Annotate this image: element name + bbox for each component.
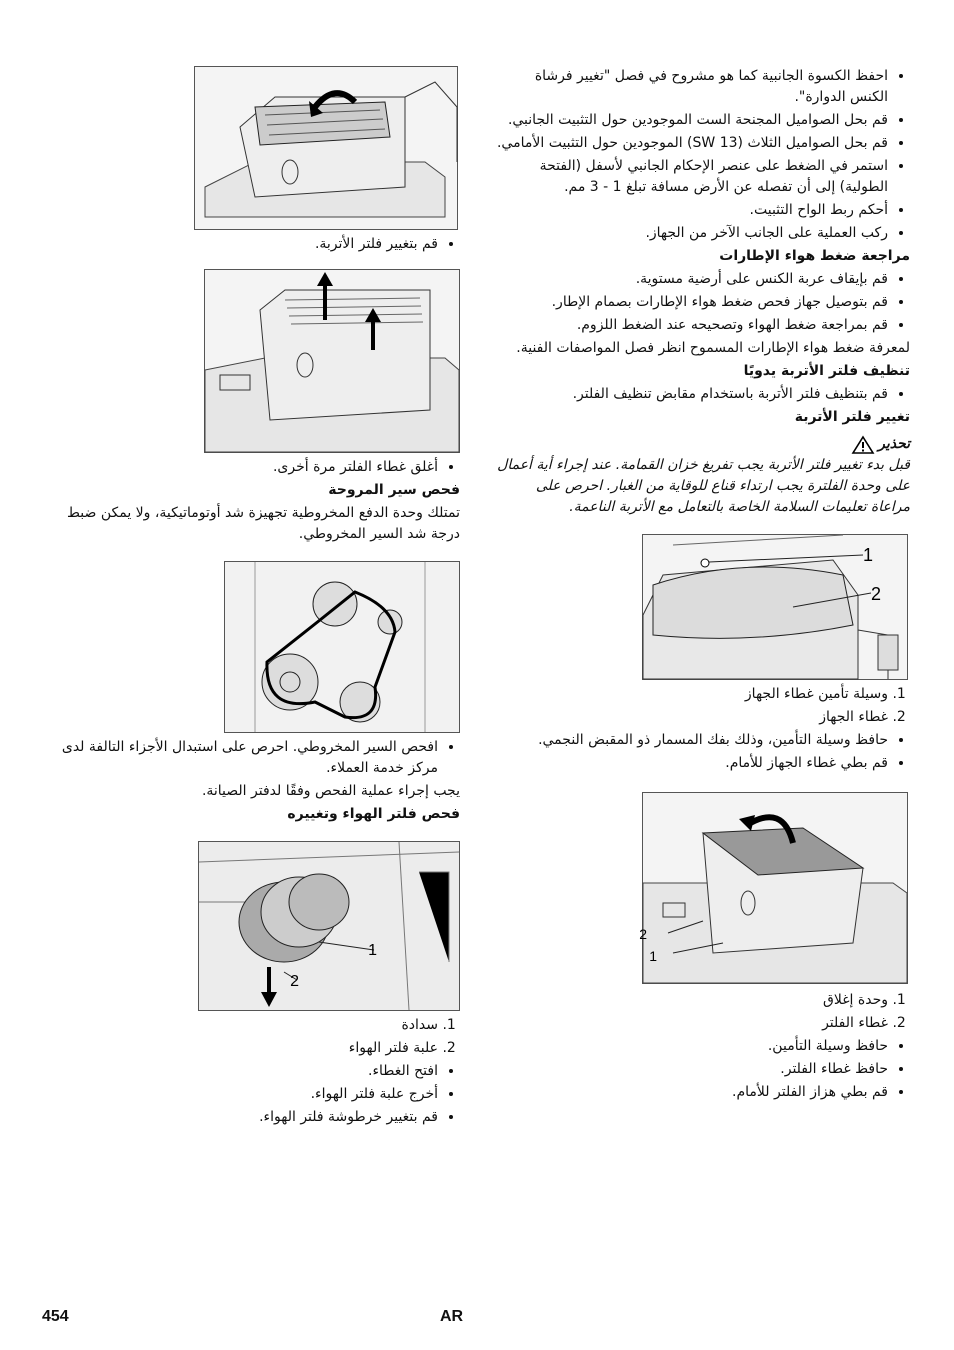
filter-lid-figure bbox=[639, 792, 908, 984]
list-item: 2. غطاء الجهاز bbox=[496, 707, 888, 728]
list-item: • قم بتنظيف فلتر الأتربة باستخدام مقابض تنظيف الفلتر. bbox=[496, 384, 888, 405]
paragraph: تمتلك وحدة الدفع المخروطية تجهيزة شد أوتوماتيكية، ولا يمكن ضبط درجة شد السير المخروطي. bbox=[66, 505, 460, 542]
warning-text: قبل بدء تغيير فلتر الأتربة يجب تفريغ خزان القمامة. عند إجراء أية أعمال على وحدة الفلترة يجب ارتداء قناع للوقاية من الغبار. احرص على مراعاة تعليمات السلامة الخاصة بالتعامل مع الأتربة الناعمة. bbox=[497, 457, 910, 515]
list-item: • أحكم ربط الواح التثبيت. bbox=[496, 200, 888, 221]
heading-clean-filter: تنظيف فلتر الأتربة يدويًا bbox=[743, 363, 910, 379]
list-item: • أخرج علبة فلتر الهواء. bbox=[46, 1084, 438, 1105]
dust-filter-insert-figure bbox=[194, 66, 458, 230]
list-item: • قم بحل الصواميل المجنحة الست الموجودين حول التثبيت الجانبي. bbox=[496, 110, 888, 131]
figure-label-2: 2 bbox=[290, 973, 299, 990]
device-cover-figure bbox=[642, 534, 908, 680]
heading-replace-filter: تغيير فلتر الأتربة bbox=[794, 409, 910, 425]
warning-icon bbox=[852, 436, 874, 454]
list-item: • قم بطي غطاء الجهاز للأمام. bbox=[496, 753, 888, 774]
list-item: • أغلق غطاء الفلتر مرة أخرى. bbox=[46, 457, 438, 478]
list-item: • حافظ وسيلة التأمين. bbox=[496, 1036, 888, 1057]
list-item: • افحص السير المخروطي. احرص على استبدال الأجزاء التالفة لدى مركز خدمة العملاء. bbox=[46, 737, 438, 779]
list-item: • قم بإيقاف عربة الكنس على أرضية مستوية. bbox=[496, 269, 888, 290]
warning-title bbox=[496, 434, 910, 455]
language-code: AR bbox=[440, 1308, 464, 1325]
list-item: • قم بمراجعة ضغط الهواء وتصحيحه عند الضغط اللزوم. bbox=[496, 315, 888, 336]
heading-air-filter: فحص فلتر الهواء وتغييره bbox=[287, 806, 460, 822]
paragraph: يجب إجراء عملية الفحص وفقًا لدفتر الصيانة. bbox=[201, 783, 460, 799]
list-item: • قم بتغيير فلتر الأتربة. bbox=[46, 234, 438, 255]
filter-cover-figure bbox=[204, 269, 460, 453]
heading-belt: فحص سير المروحة bbox=[328, 482, 460, 498]
list-item: 2. غطاء الفلتر bbox=[496, 1013, 888, 1034]
paragraph: لمعرفة ضغط هواء الإطارات المسموح انظر فصل المواصفات الفنية. bbox=[516, 340, 910, 356]
list-item: • قم بتغيير خرطوشة فلتر الهواء. bbox=[46, 1107, 438, 1128]
list-item: • قم بتوصيل جهاز فحص ضغط هواء الإطارات بصمام الإطار. bbox=[496, 292, 888, 313]
list-item: • حافظ وسيلة التأمين، وذلك بفك المسمار ذو المقبض النجمي. bbox=[496, 730, 888, 751]
figure-label-1: 1 bbox=[862, 545, 873, 565]
list-item: 2. علبة فلتر الهواء bbox=[46, 1038, 438, 1059]
right-column bbox=[496, 66, 910, 1105]
figure-label-1: 1 bbox=[368, 942, 377, 959]
list-item: • قم بحل الصواميل الثلاث (SW 13) الموجودين حول التثبيت الأمامي. bbox=[496, 133, 888, 154]
belt-figure bbox=[224, 561, 460, 733]
list-item: • قم بطي هزاز الفلتر للأمام. bbox=[496, 1082, 888, 1103]
air-filter-figure bbox=[198, 841, 460, 1011]
figure-label-2: 2 bbox=[870, 584, 881, 604]
list-item: • افتح الغطاء. bbox=[46, 1061, 438, 1082]
figure-label-1: 1 bbox=[649, 948, 657, 964]
list-item: • ركب العملية على الجانب الآخر من الجهاز. bbox=[496, 223, 888, 244]
figure-label-2: 2 bbox=[639, 926, 647, 942]
list-item: 1. وسيلة تأمين غطاء الجهاز bbox=[496, 684, 888, 705]
page-number: 454 bbox=[42, 1308, 69, 1325]
left-column bbox=[46, 66, 460, 1130]
heading-tire-pressure: مراجعة ضغط هواء الإطارات bbox=[719, 248, 910, 264]
list-item: • حافظ غطاء الفلتر. bbox=[496, 1059, 888, 1080]
warning-label: تحذير bbox=[878, 436, 910, 452]
list-item: • استمر في الضغط على عنصر الإحكام الجانبي لأسفل (الفتحة الطولية) إلى أن تفصله عن الأرض مسافة تبلغ 1 - 3 مم. bbox=[496, 156, 888, 198]
list-item: 1. سدادة bbox=[46, 1015, 438, 1036]
list-item: 1. وحدة إغلاق bbox=[496, 990, 888, 1011]
list-item: • احفظ الكسوة الجانبية كما هو مشروح في فصل "تغيير فرشاة الكنس الدوارة". bbox=[496, 66, 888, 108]
